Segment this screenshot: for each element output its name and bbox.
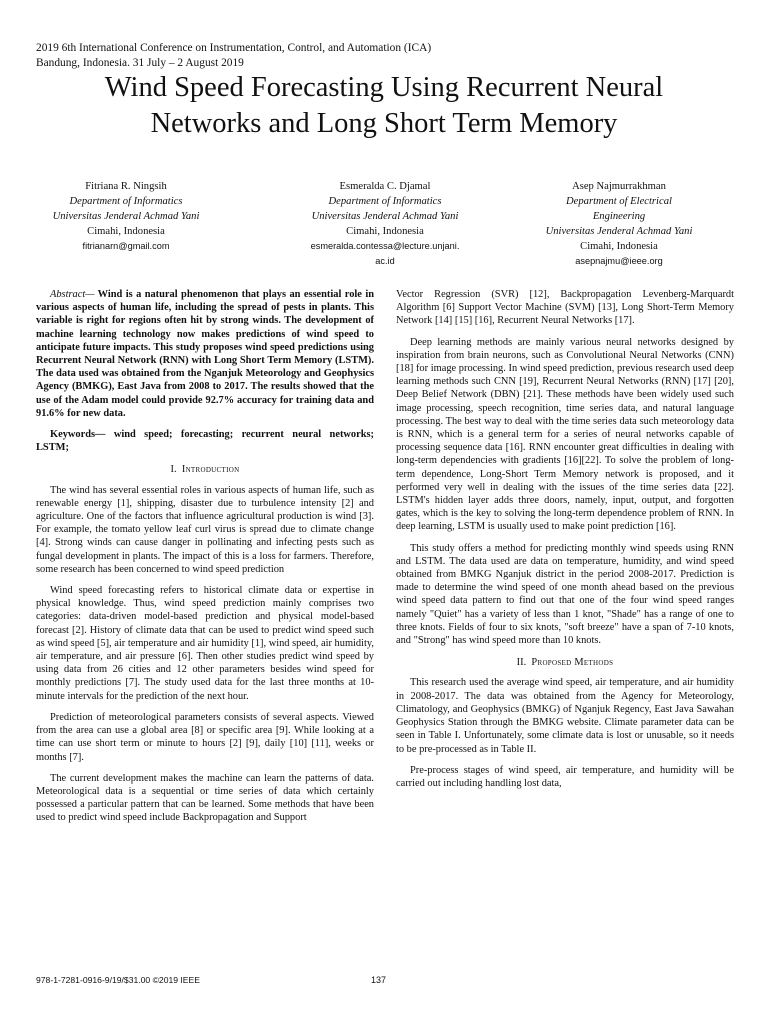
title-line-1: Wind Speed Forecasting Using Recurrent Neural: [104, 72, 664, 103]
paragraph: This study offers a method for predicting monthly wind speeds using RNN and LSTM. The data used are data on temperature, humidity, and wind speed obtained from BMKG Nganjuk district in the period 2008-2017. Prediction is made to determine the wind speed of one month ahead based on the previous wind speed data pattern to find out that one of the four wind speed ranges namely "Quiet" has a variety of less than 1 knot, "Shade" has a range of one to three knots. Fields of four to six knots, "soft breeze" have a span of 7-10 knots, and "Strong" has wind speed more than 10 knots.: [396, 542, 734, 647]
paragraph: Pre-process stages of wind speed, air temperature, and humidity will be carried out including handling lost data,: [396, 764, 734, 789]
keywords-label: Keywords—: [50, 429, 106, 441]
conference-header: [36, 41, 596, 71]
author-university: Universitas Jenderal Achmad Yani: [545, 226, 693, 237]
section-title: Introduction: [181, 464, 240, 476]
author-email[interactable]: fitrianarn@gmail.com: [82, 241, 170, 251]
author-university: Universitas Jenderal Achmad Yani: [311, 211, 459, 222]
author-email-continued[interactable]: ac.id: [375, 256, 395, 266]
author-block-3: [524, 179, 714, 269]
paper-title: [30, 70, 738, 142]
section-heading-introduction: [36, 463, 374, 476]
section-heading-proposed-methods: [396, 656, 734, 669]
keywords-text: wind speed; forecasting; recurrent neural networks; LSTM;: [36, 429, 374, 454]
abstract-label: Abstract—: [50, 289, 95, 300]
author-department-continued: Engineering: [592, 211, 646, 222]
author-department: Department of Electrical: [566, 196, 672, 207]
paragraph: Deep learning methods are mainly various neural networks designed by inspiration from brain neurons, such as Convolutional Neural Networks (CNN) [18] for image processing. In wind speed prediction, previous research used deep learning methods such CNN [19], Recurrent Neural Networks (RNN) [17] [20], Deep Belief Network (DBN) [21]. These methods have been widely used such image processing, speech recognition, time series data, and natural language processing. The best way to deal with the time series data such meteorology data is RNN, which is a general term for a series of neural networks capable of processing sequence data [16]. RNN encounter great difficulties in dealing with long-term dependencies with gradients [16][22]. To solve the problem of long-term dependence, Long-Short Term Memory network is proposed, and it performed very well in dealing with the issues of the time series data [22]. LSTM's hidden layer adds three doors, namely, input, output, and forgotten gates, which is the key to solving the long-term dependence problem of RNN. In deep learning, LSTM is usually used to make point prediction [16].: [396, 336, 734, 533]
left-column: [36, 288, 374, 825]
author-email[interactable]: esmeralda.contessa@lecture.unjani.: [310, 241, 460, 251]
title-line-2: Networks and Long Short Term Memory: [150, 108, 618, 139]
section-title: Proposed Methods: [531, 657, 614, 669]
right-column: [396, 288, 734, 790]
author-name: Asep Najmurrakhman: [572, 181, 666, 192]
section-number: II.: [516, 657, 527, 669]
author-university: Universitas Jenderal Achmad Yani: [52, 211, 200, 222]
abstract: [36, 288, 374, 420]
paragraph: The wind has several essential roles in various aspects of human life, such as renewable energy [1], shipping, disaster due to turbulence intensity [2] and agriculture. One of the factors that influence agricultural production is wind [3]. For example, the tomato yellow leaf curl virus is spread due to climate change [4]. Strong winds can cause danger in pollinating and infecting pests such as fungal development in plants. The impact of this is a loss for farmers. Therefore, some research has been concerned to wind speed prediction: [36, 484, 374, 575]
abstract-text: Wind is a natural phenomenon that plays an essential role in various aspects of human life, including the spread of pests in plants. This variable is right for regions often hit by strong winds. The development of machine learning technology now makes predictions of wind speed to anticipate future impacts. This study proposes wind speed predictions using Recurrent Neural Network (RNN) with Long Short Term Memory (LSTM). The data used was obtained from the Nganjuk Meteorology and Geophysics Agency (BMKG), East Java from 2008 to 2017. The results showed that the use of the Adam model could provide 92.7% accuracy for training data and 91.6% for new data.: [36, 289, 374, 419]
author-block-2: [290, 179, 480, 269]
author-email[interactable]: asepnajmu@ieee.org: [575, 256, 663, 266]
section-number: I.: [170, 464, 177, 476]
conference-name: 2019 6th International Conference on Instrumentation, Control, and Automation (ICA): [36, 42, 432, 54]
copyright-footer: 978-1-7281-0916-9/19/$31.00 ©2019 IEEE: [36, 975, 201, 985]
page-number: 137: [371, 975, 387, 985]
author-name: Fitriana R. Ningsih: [85, 181, 167, 192]
author-city: Cimahi, Indonesia: [580, 241, 658, 252]
paragraph: This research used the average wind speed, air temperature, and air humidity in 2008-2017. The data was obtained from the Agency for Meteorology, Climatology, and Geophysics (BMKG) of Nganjuk Regency, East Java Sawahan Geophysics Station through the BMKG website. Climate parameter data can be seen in Table I. Unfortunately, some climate data is lost or unusable, so it needs to be pre-processed as in Table II.: [396, 677, 734, 755]
author-city: Cimahi, Indonesia: [346, 226, 424, 237]
paragraph: Vector Regression (SVR) [12], Backpropagation Levenberg-Marquardt Algorithm [6] Support Vector Machine (SVM) [13], Long Short-Term Memory Network [14] [15] [16], Recurrent Neural Networks [17].: [396, 289, 734, 327]
paragraph: Wind speed forecasting refers to historical climate data or expertise in physical knowledge. Thus, wind speed prediction mainly comprises two categories: data-driven model-based prediction and physical model-based forecast [2]. History of climate data that can be used to predict wind speed such as wind speed [5], air temperature and air humidity [1], wind speed, air humidity, air temperature, and air pressure [6]. Then other studies predict wind speed by using data from 26 cities and 12 other parameters besides wind speed for monthly predictions [7]. The study used data for the last three months at 10-minute intervals for the prediction of the next hour.: [36, 585, 374, 702]
paragraph: Prediction of meteorological parameters consists of several aspects. Viewed from the area can use a global area [8] or specific area [9]. While looking at a time can use short term or minute to hours [2] [9], daily [10] [11], weeks or months [7].: [36, 711, 374, 763]
author-department: Department of Informatics: [69, 196, 183, 207]
author-city: Cimahi, Indonesia: [87, 226, 165, 237]
keywords: [36, 428, 374, 454]
conference-location: Bandung, Indonesia. 31 July – 2 August 2019: [36, 57, 244, 69]
author-department: Department of Informatics: [328, 196, 442, 207]
paragraph: The current development makes the machine can learn the patterns of data. Meteorological data is a sequential or time series of data which certainly possessed a particular pattern that can be learned. Some methods that have been used to predict wind speed include Backpropagation and Support: [36, 772, 374, 824]
author-name: Esmeralda C. Djamal: [339, 181, 431, 192]
author-block-1: [36, 179, 216, 254]
